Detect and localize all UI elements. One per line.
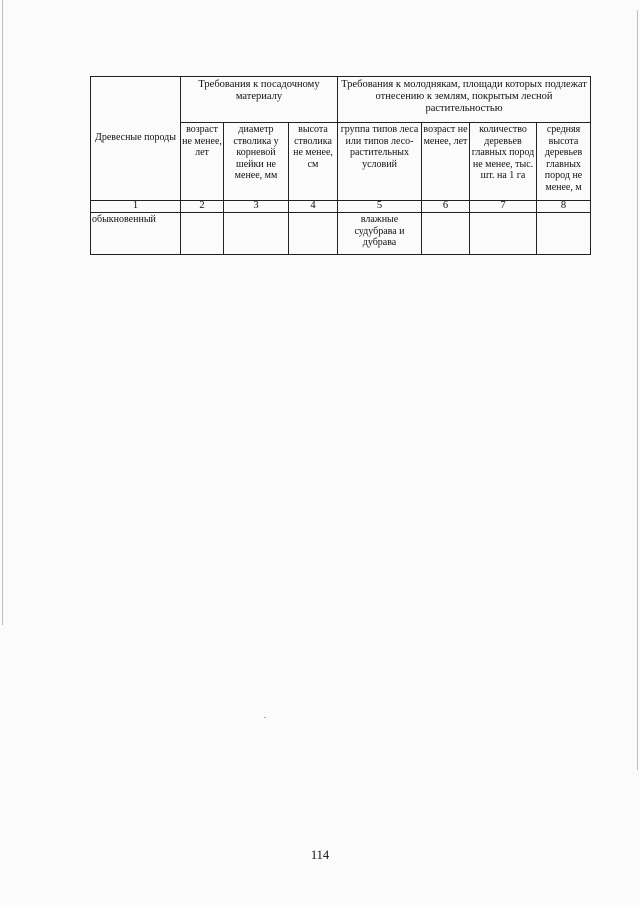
cell-mean-height	[537, 213, 591, 255]
column-number: 5	[338, 201, 422, 213]
scan-edge-left	[2, 0, 3, 625]
header-planting-material: Требования к посадочному материалу	[181, 77, 338, 123]
column-number-row	[91, 201, 591, 213]
header-forest-type-group: группа типов леса или типов лесо-растительных условий	[338, 123, 422, 201]
page-number: 114	[310, 848, 330, 862]
header-stem-diameter: диаметр стволика у корневой шейки не менее, мм	[224, 123, 289, 201]
cell-stem-height	[289, 213, 338, 255]
cell-forest-type-group: влажные судубрава и дубрава	[338, 213, 422, 255]
cell-stem-diameter	[224, 213, 289, 255]
header-young-stands: Требования к молоднякам, площади которых подлежат отнесению к землям, покрытым лесной растительностью	[338, 77, 591, 123]
header-row-groups	[91, 77, 591, 123]
cell-tree-count	[470, 213, 537, 255]
header-species: Древесные породы	[91, 77, 181, 201]
cell-young-age	[422, 213, 470, 255]
requirements-table	[90, 76, 591, 255]
column-number: 8	[537, 201, 591, 213]
cell-species: обыкновенный	[91, 213, 181, 255]
header-young-age: возраст не менее, лет	[422, 123, 470, 201]
cell-planting-age	[181, 213, 224, 255]
column-number: 3	[224, 201, 289, 213]
header-tree-count: количество деревьев главных пород не менее, тыс. шт. на 1 га	[470, 123, 537, 201]
header-planting-age: возраст не менее, лет	[181, 123, 224, 201]
scan-speck	[264, 717, 266, 718]
column-number: 6	[422, 201, 470, 213]
column-number: 4	[289, 201, 338, 213]
header-stem-height: высота стволика не менее, см	[289, 123, 338, 201]
scan-edge-right	[637, 10, 638, 770]
header-mean-height: средняя высота деревьев главных пород не менее, м	[537, 123, 591, 201]
column-number: 1	[91, 201, 181, 213]
table-row	[91, 213, 591, 255]
column-number: 2	[181, 201, 224, 213]
column-number: 7	[470, 201, 537, 213]
